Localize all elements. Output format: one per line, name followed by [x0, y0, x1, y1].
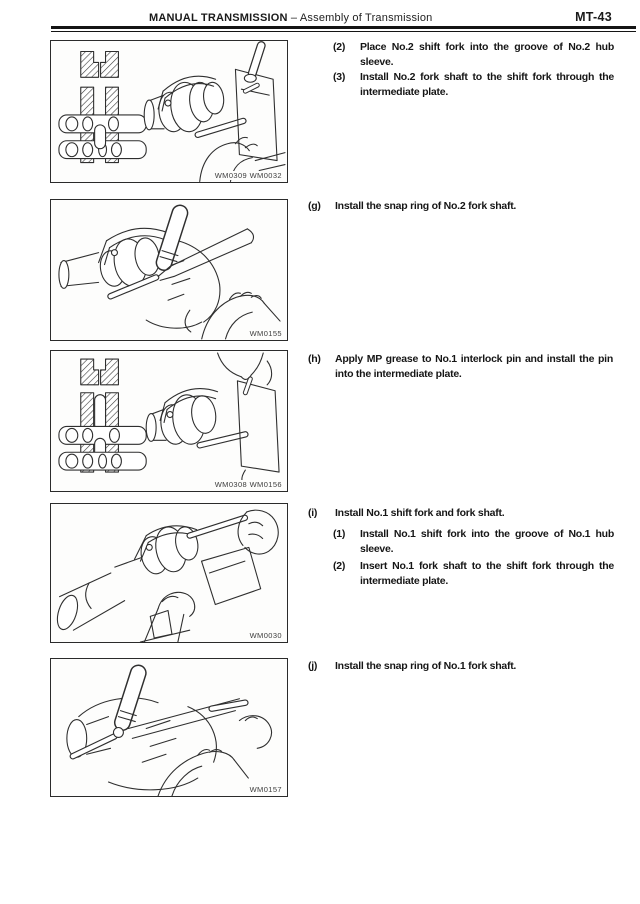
- figure-box-2: [50, 199, 288, 341]
- figure-box-3: [50, 350, 288, 492]
- instruction-label: (2): [333, 560, 346, 572]
- instruction-text: Insert No.1 fork shaft to the shift fork through the intermediate plate.: [360, 560, 614, 587]
- instruction-item-h-mp-grease: [308, 352, 613, 382]
- figure-illustration-fork-shaft-install-icon: [51, 41, 287, 182]
- instruction-text: Install No.1 shift fork and fork shaft.: [335, 507, 505, 519]
- instruction-label: (j): [308, 660, 318, 672]
- instruction-label: (3): [333, 71, 346, 83]
- header-rule: [51, 26, 636, 32]
- figure-illustration-interlock-pin-install-icon: [51, 351, 287, 491]
- instruction-item-i-install-fork: [308, 506, 613, 521]
- figure-code: WM0308 WM0156: [212, 480, 282, 489]
- instruction-text: Apply MP grease to No.1 interlock pin and install the pin into the intermediate plate.: [335, 353, 613, 380]
- figure-illustration-snap-ring-pliers-icon: [51, 200, 287, 340]
- figure-code: WM0155: [247, 329, 282, 338]
- instruction-item-2-place-fork: [333, 40, 614, 70]
- instruction-label: (h): [308, 353, 321, 365]
- instruction-item-3-install-shaft: [333, 70, 614, 100]
- instruction-label: (2): [333, 41, 346, 53]
- instruction-text: Install No.2 fork shaft to the shift fork through the intermediate plate.: [360, 71, 614, 98]
- figure-illustration-snap-ring-install-icon: [51, 659, 287, 796]
- header-section-title: MANUAL TRANSMISSION: [149, 12, 288, 24]
- header-subsection-title: – Assembly of Transmission: [290, 12, 433, 24]
- figure-box-1: [50, 40, 288, 183]
- instruction-item-i2-insert-shaft: [333, 559, 614, 589]
- instruction-text: Install the snap ring of No.2 fork shaft.: [335, 200, 517, 212]
- figure-box-4: [50, 503, 288, 643]
- instruction-text: Place No.2 shift fork into the groove of No.2 hub sleeve.: [360, 41, 614, 68]
- instruction-label: (i): [308, 507, 318, 519]
- instruction-item-i1-groove: [333, 527, 614, 557]
- instruction-item-g-snap-ring: [308, 199, 613, 214]
- instruction-item-j-snap-ring: [308, 659, 613, 674]
- instruction-label: (g): [308, 200, 321, 212]
- instruction-label: (1): [333, 528, 346, 540]
- figure-box-5: [50, 658, 288, 797]
- figure-code: WM0030: [247, 631, 282, 640]
- figure-illustration-shift-fork-hands-icon: [51, 504, 287, 642]
- figure-code: WM0309 WM0032: [212, 171, 282, 180]
- page-number: MT-43: [575, 10, 612, 24]
- instruction-text: Install No.1 shift fork into the groove of No.1 hub sleeve.: [360, 528, 614, 555]
- page-header: [149, 12, 432, 24]
- figure-code: WM0157: [247, 785, 282, 794]
- instruction-text: Install the snap ring of No.1 fork shaft.: [335, 660, 517, 672]
